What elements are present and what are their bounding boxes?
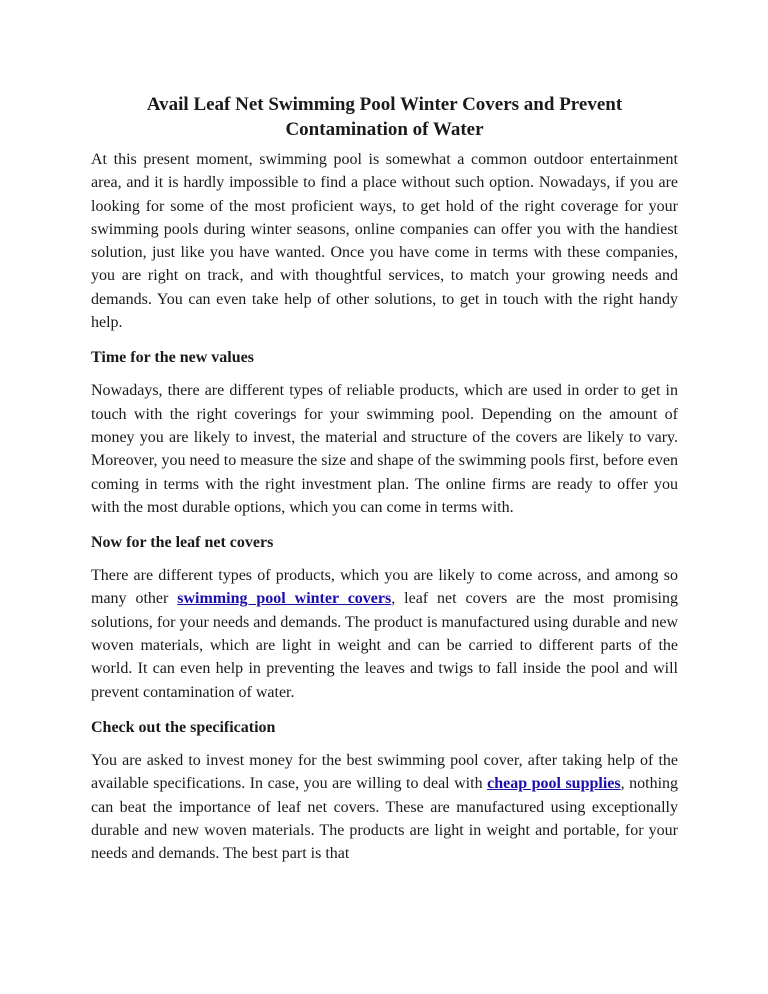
- body-text-before-link: You are asked to invest money for the best swimming pool cover, after taking help of the available specifications. In case, you are willing to deal with: [91, 751, 678, 793]
- cheap-pool-supplies-link[interactable]: cheap pool supplies: [487, 775, 621, 793]
- body-text-before-link: There are different types of products, which you are likely to come across, and among so many other: [91, 567, 678, 608]
- document-page: [91, 92, 678, 865]
- section-heading-specification: Check out the specification: [91, 718, 276, 736]
- section-body-new-values: Nowadays, there are different types of reliable products, which are used in order to get in touch with the right coverings for your swimming pool. Depending on the amount of money you are likely to invest, the material and structure of the covers are likely to vary. Moreover, you need to measure the size and shape of the swimming pools first, before even coming in terms with the right investment plan. The online firms are ready to offer you with the most durable options, which you can come in terms with.: [91, 382, 678, 516]
- section-heading-leaf-net-covers: Now for the leaf net covers: [91, 534, 274, 552]
- body-text-after-link: , nothing can beat the importance of leaf net covers. These are manufactured using exceptionally durable and new woven materials. The products are light in weight and portable, for your needs and demands. The best part is that: [91, 775, 679, 863]
- swimming-pool-winter-covers-link[interactable]: swimming pool winter covers: [177, 590, 392, 608]
- intro-paragraph: At this present moment, swimming pool is somewhat a common outdoor entertainment area, and it is hardly impossible to find a place without such option. Nowadays, if you are looking for some of the most proficient ways, to get hold of the right coverage for your swimming pools during winter seasons, online companies can offer you with the handiest solution, just like you have wanted. Once you have come in terms with these companies, you are right on track, and with thoughtful services, to match your growing needs and demands. You can even take help of other solutions, to get in touch with the right handy help.: [91, 151, 678, 332]
- section-heading-new-values: Time for the new values: [91, 349, 254, 367]
- section-body-leaf-net-covers: [91, 564, 678, 704]
- body-text-after-link: , leaf net covers are the most promising solutions, for your needs and demands. The product is manufactured using durable and new woven materials, which are light in weight and can be carried to different parts of the world. It can even help in preventing the leaves and twigs to fall inside the pool and will prevent contamination of water.: [91, 590, 678, 701]
- section-body-specification: [91, 749, 678, 865]
- document-title: Avail Leaf Net Swimming Pool Winter Covers and Prevent Contamination of Water: [146, 94, 623, 140]
